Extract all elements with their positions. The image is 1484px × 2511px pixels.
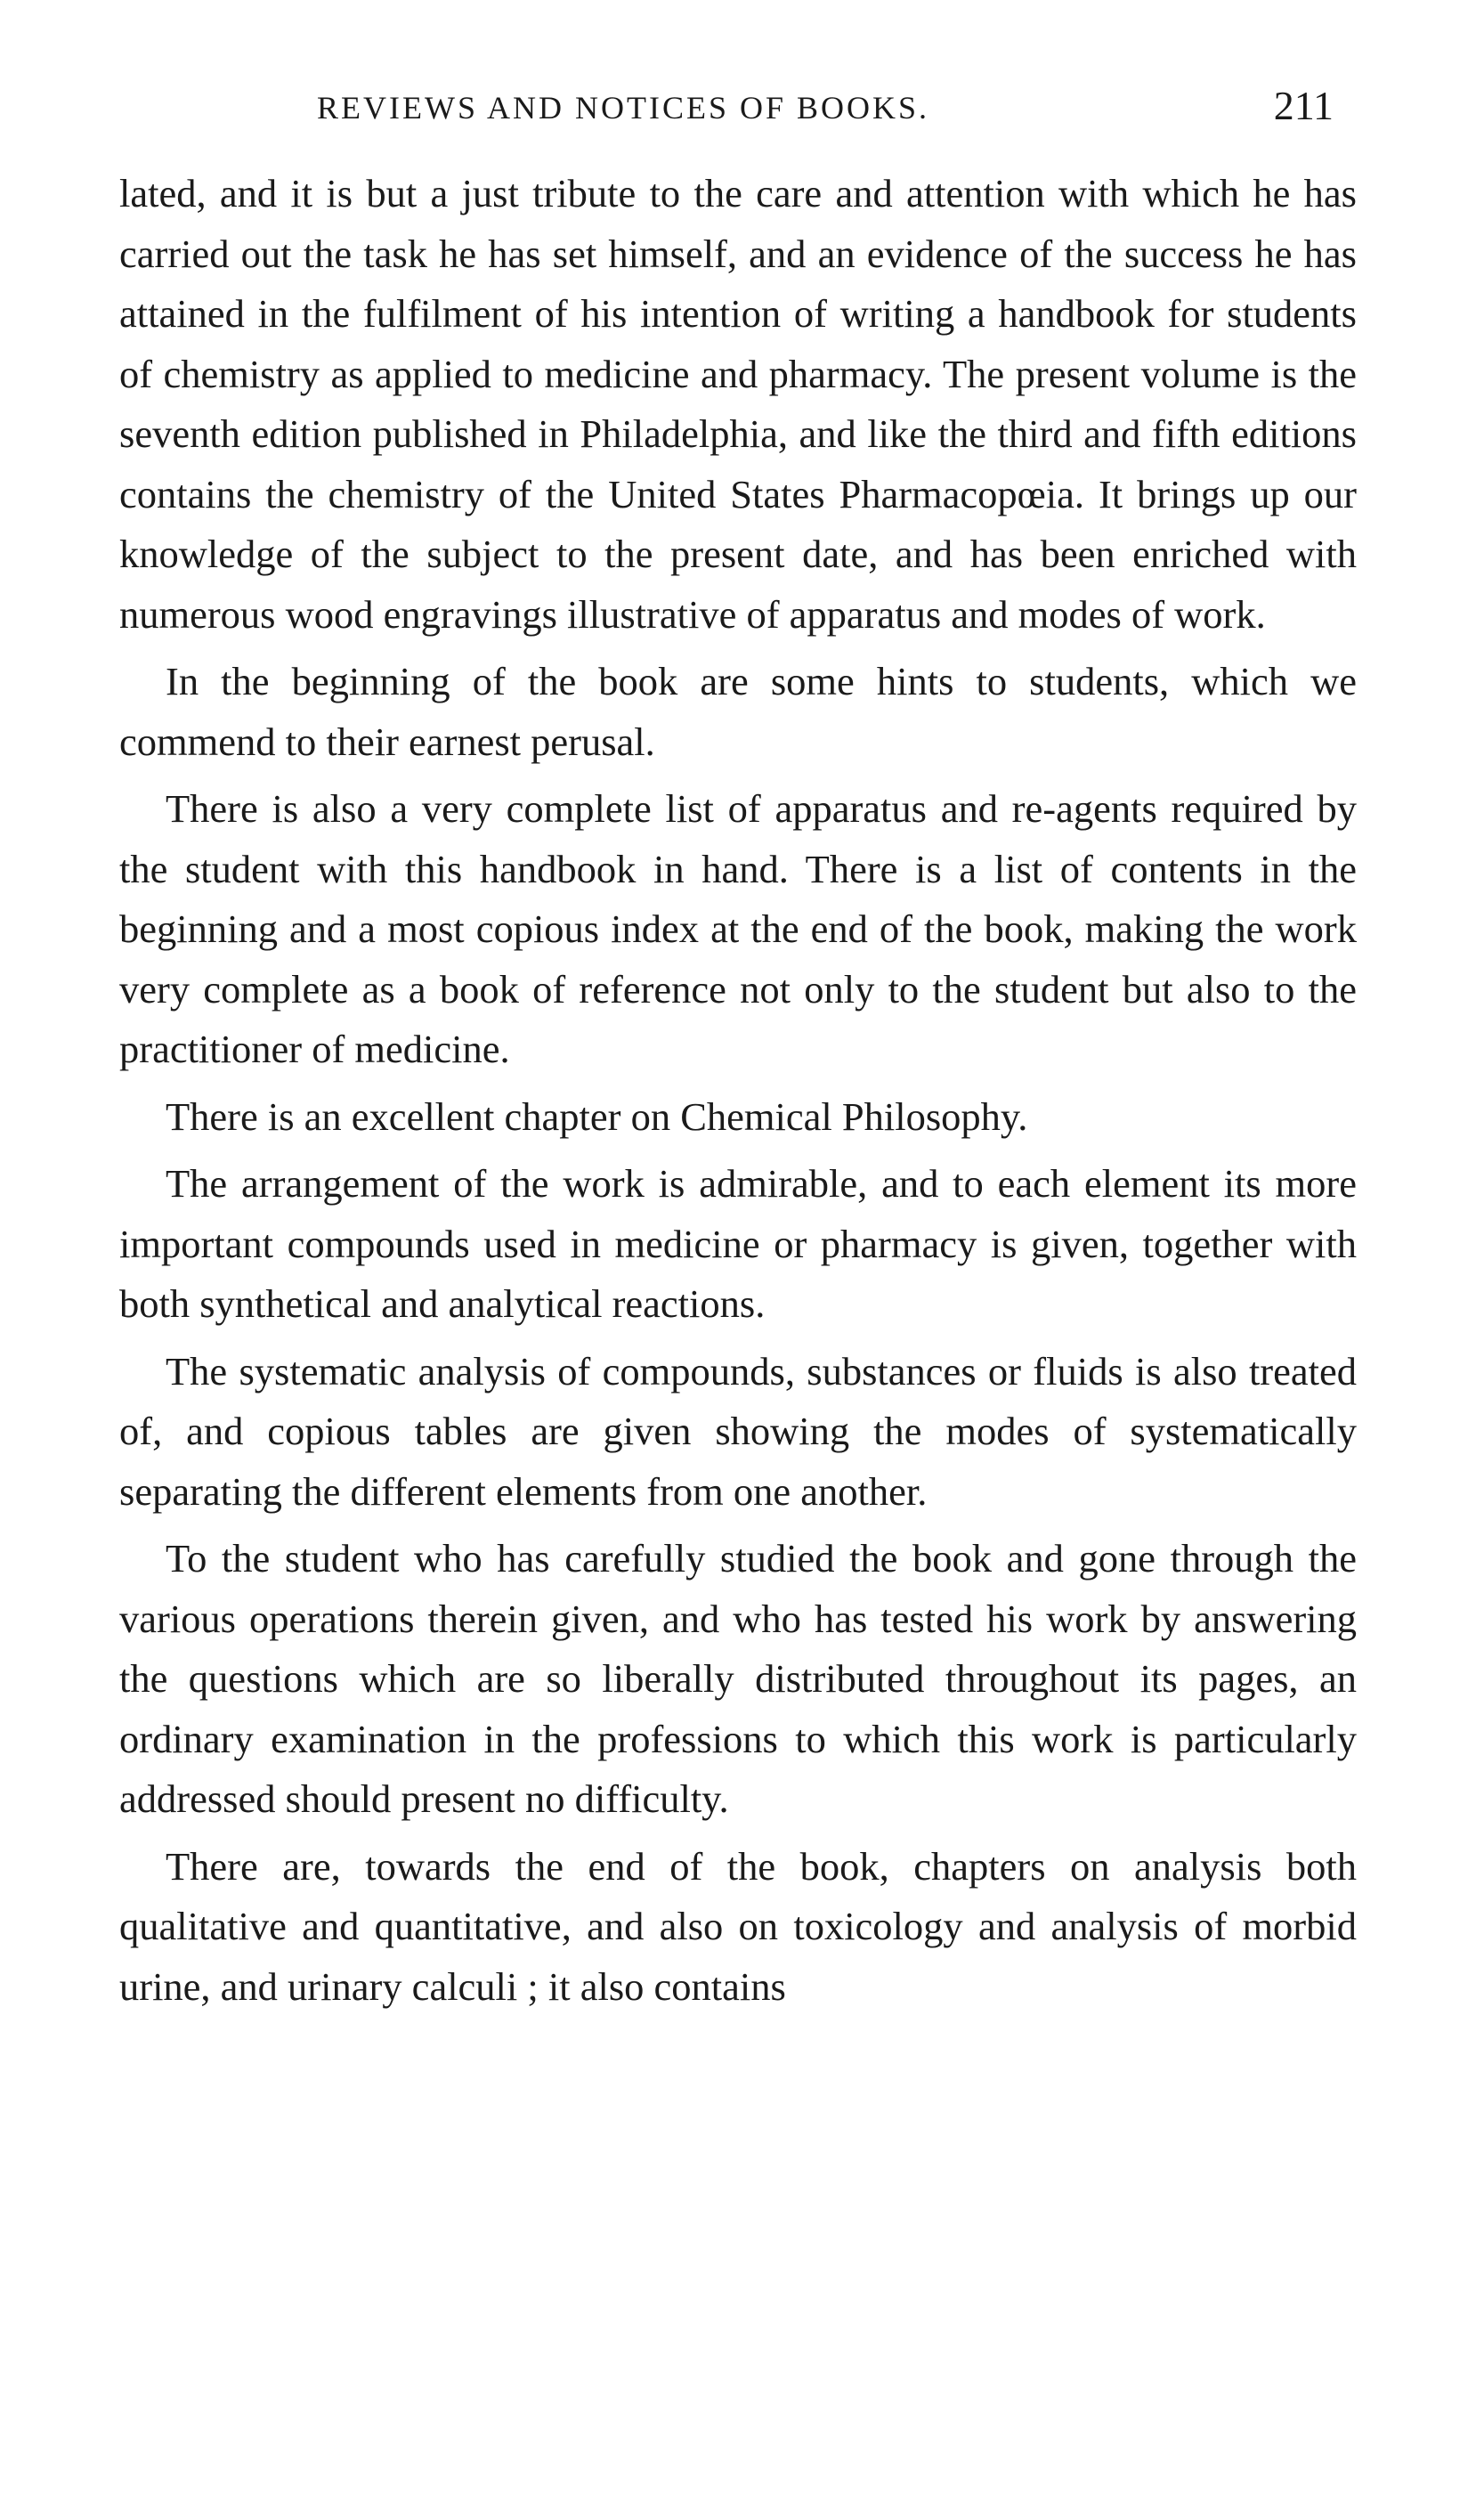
running-title: REVIEWS AND NOTICES OF BOOKS. xyxy=(317,90,930,126)
body-text xyxy=(119,164,1357,2017)
paragraph-hints-to-students: In the beginning of the book are some hints to students, which we commend to their earnest perusal. xyxy=(119,659,1357,764)
paragraph-apparatus-list: There is also a very complete list of apparatus and re-agents required by the student with this handbook in hand. There is a list of contents in the beginning and a most copious index at the end of the book, making the work very complete as a book of reference not only to the student but also to the practitioner of medicine. xyxy=(119,786,1357,1071)
paragraph-continuation: lated, and it is but a just tribute to the care and attention with which he has carried out the task he has set himself, and an evidence of the success he has attained in the fulfilment of his intention of writing a handbook for students of chemistry as applied to medicine and pharmacy. The present volume is the seventh edition published in Philadelphia, and like the third and fifth editions contains the chemistry of the United States Pharmacopœia. It brings up our knowledge of the subject to the present date, and has been enriched with numerous wood engravings illustrative of apparatus and modes of work. xyxy=(119,171,1357,637)
paragraph-chemical-philosophy: There is an excellent chapter on Chemical Philosophy. xyxy=(166,1093,1028,1139)
paragraph-student-examination: To the student who has carefully studied the book and gone through the various operations therein given, and who has tested his work by answering the questions which are so liberally distributed throughout its pages, an ordinary examination in the professions to which this work is particularly addressed should present no difficulty. xyxy=(119,1536,1357,1821)
page-number: 211 xyxy=(1273,83,1334,128)
paragraph-systematic-analysis: The systematic analysis of compounds, substances or fluids is also treated of, and copious tables are given showing the modes of systematically separating the different elements from one another. xyxy=(119,1348,1357,1514)
running-head xyxy=(119,82,1357,135)
paragraph-arrangement: The arrangement of the work is admirable, and to each element its more important compounds used in medicine or pharmacy is given, together with both synthetical and analytical reactions. xyxy=(119,1161,1357,1326)
paragraph-analysis-chapters: There are, towards the end of the book, chapters on analysis both qualitative and quantitative, and also on toxicology and analysis of morbid urine, and urinary calculi ; it also contains xyxy=(119,1843,1357,2009)
